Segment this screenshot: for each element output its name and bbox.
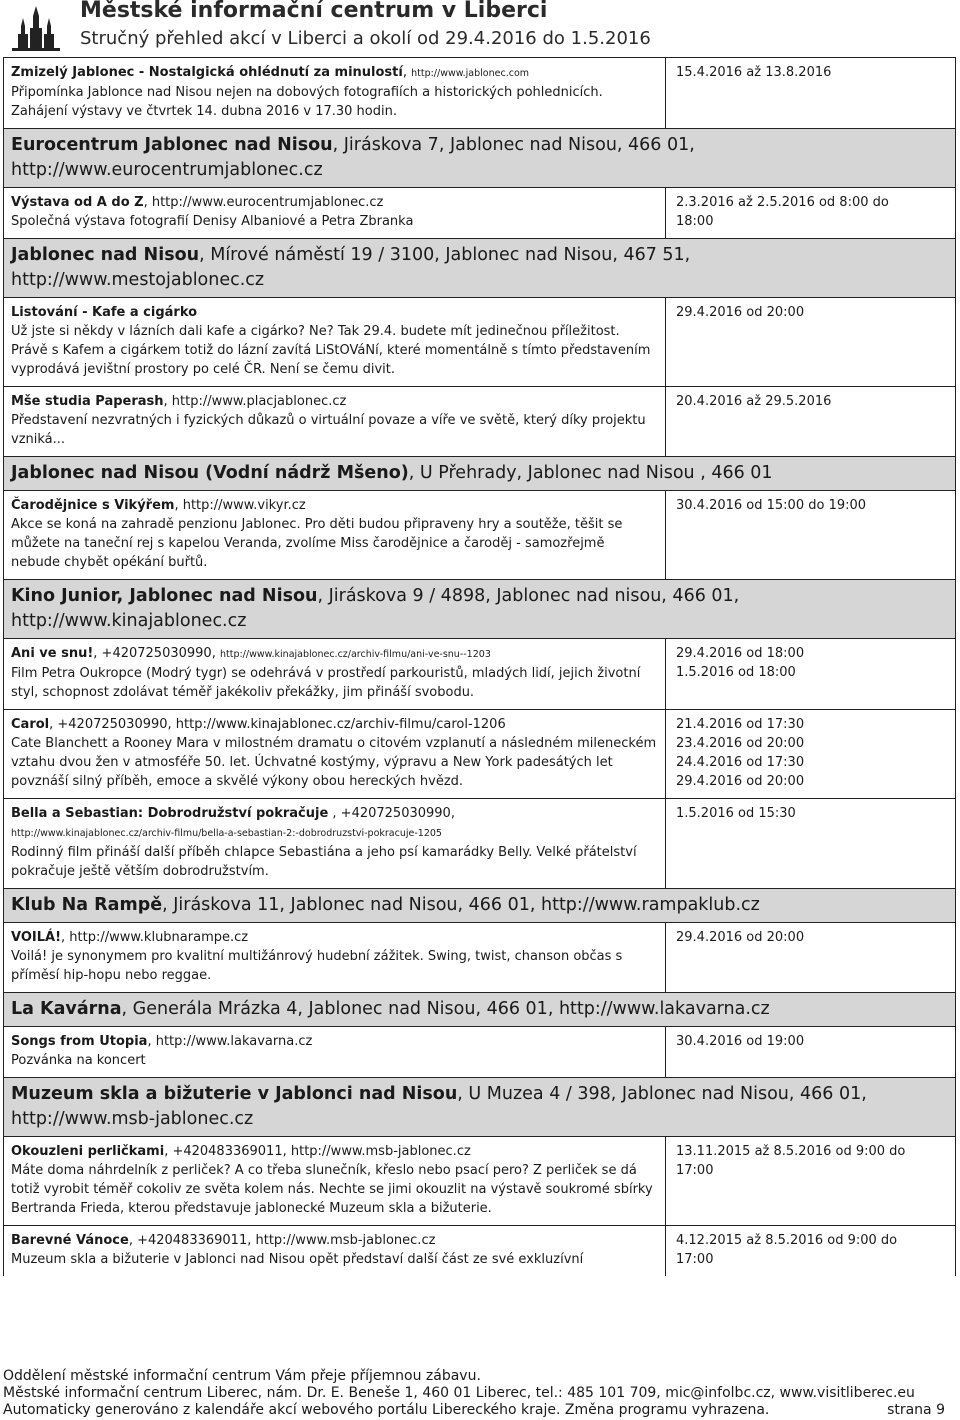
event-dates <box>666 1137 955 1225</box>
event-description: Muzeum skla a bižuterie v Jablonci nad Nisou opět představí další část ze své exkluzívní <box>11 1252 584 1267</box>
event-date: 13.11.2015 až 8.5.2016 od 9:00 do <box>676 1144 906 1159</box>
venue-name: Jablonec nad Nisou <box>11 245 200 265</box>
event-info <box>4 923 666 992</box>
event-dates <box>666 387 955 456</box>
event-description: Připomínka Jablonce nad Nisou nejen na dobových fotografiích a historických pohlednicích. Zahájení výstavy ve čtvrtek 14. dubna 2016 v 17.30 hodin. <box>11 85 603 119</box>
venue-header <box>3 238 956 297</box>
event-row <box>3 709 956 798</box>
event-date: 29.4.2016 od 20:00 <box>676 930 805 945</box>
event-date: 15.4.2016 až 13.8.2016 <box>676 65 832 80</box>
footer-note: Automaticky generováno z kalendáře akcí webového portálu Libereckého kraje. Změna programu vyhrazena. <box>3 1402 770 1418</box>
venue-address: , U Přehrady, Jablonec nad Nisou , 466 01 <box>408 463 773 483</box>
event-description: Rodinný film přináší další příběh chlapce Sebastiána a jeho psí kamarádky Belly. Velké přátelství pokračuje ještě větším dobrodružstvím. <box>11 845 637 879</box>
footer-contact: Městské informační centrum Liberec, nám. Dr. E. Beneše 1, 460 01 Liberec, tel.: 485 101 709, mic@infolbc.cz, www.visitliberec.eu <box>3 1385 915 1401</box>
event-title: Listování - Kafe a cigárko <box>11 305 198 320</box>
event-contact: , +420725030990, <box>328 806 455 821</box>
event-title: VOILÁ! <box>11 930 61 945</box>
event-row <box>3 490 956 579</box>
venue-name: La Kavárna <box>11 999 122 1019</box>
event-title: Barevné Vánoce <box>11 1233 129 1248</box>
event-row <box>3 297 956 386</box>
event-dates <box>666 1226 955 1276</box>
event-row <box>3 1026 956 1077</box>
event-date: 29.4.2016 od 20:00 <box>676 774 805 789</box>
event-title: Okouzleni perličkami <box>11 1144 165 1159</box>
event-contact: , http://www.vikyr.cz <box>174 498 306 513</box>
event-info <box>4 387 666 456</box>
event-row <box>3 57 956 128</box>
venue-header <box>3 456 956 490</box>
event-date: 17:00 <box>676 1252 714 1267</box>
event-title: Bella a Sebastian: Dobrodružství pokračuje <box>11 806 329 821</box>
event-description: Cate Blanchett a Rooney Mara v milostném dramatu o citovém vzplanutí a následném mileneckém vztahu dvou žen v atmosféře 50. let. Úchvatné kostýmy, výpravu a New York padesátých let povznáší silný příběh, emoce a skvělé výkony obou hereckých hvězd. <box>11 736 657 789</box>
event-dates <box>666 1027 955 1077</box>
event-info <box>4 639 666 709</box>
event-contact: , http://www.placjablonec.cz <box>163 394 347 409</box>
event-contact: , +420725030990, <box>93 646 220 661</box>
event-row <box>3 187 956 238</box>
event-description: Voilá! je synonymem pro kvalitní multižánrový hudební zážitek. Swing, twist, chanson občas s příměsí hip-hopu nebo reggae. <box>11 949 623 983</box>
venue-address: , Mírové náměstí 19 / 3100, Jablonec nad Nisou, 467 51, http://www.mestojablonec.cz <box>11 245 691 290</box>
event-dates <box>666 639 955 709</box>
venue-header <box>3 128 956 187</box>
liberec-town-hall-logo-icon <box>8 4 64 52</box>
event-info <box>4 799 666 888</box>
event-title: Výstava od A do Z <box>11 195 144 210</box>
venue-address: , U Muzea 4 / 398, Jablonec nad Nisou, 466 01, http://www.msb-jablonec.cz <box>11 1084 867 1129</box>
event-date: 17:00 <box>676 1163 714 1178</box>
event-dates <box>666 923 955 992</box>
event-row <box>3 1136 956 1225</box>
event-title: Ani ve snu! <box>11 646 94 661</box>
event-info <box>4 1027 666 1077</box>
event-dates <box>666 491 955 579</box>
event-date: 18:00 <box>676 214 714 229</box>
event-date: 23.4.2016 od 20:00 <box>676 736 805 751</box>
event-description: Už jste si někdy v lázních dali kafe a cigárko? Ne? Tak 29.4. budete mít jedinečnou příležitost. Právě s Kafem a cigárkem totiž do lázní zavítá LiStOVáNí, které momentálně s tímto představením vyprodává jevištní prostory po celé ČR. Není se čemu divit. <box>11 324 651 377</box>
event-dates <box>666 188 955 238</box>
event-date: 4.12.2015 až 8.5.2016 od 9:00 do <box>676 1233 898 1248</box>
event-contact: , +420725030990, http://www.kinajablonec.cz/archiv-filmu/carol-1206 <box>49 717 506 732</box>
venue-address: , Jiráskova 7, Jablonec nad Nisou, 466 01, http://www.eurocentrumjablonec.cz <box>11 135 695 180</box>
event-info <box>4 491 666 579</box>
event-row <box>3 922 956 992</box>
page-subtitle: Stručný přehled akcí v Liberci a okolí od 29.4.2016 do 1.5.2016 <box>80 28 651 49</box>
venue-header <box>3 1077 956 1136</box>
venue-address: , Jiráskova 9 / 4898, Jablonec nad nisou, 466 01, http://www.kinajablonec.cz <box>11 586 740 631</box>
event-title: Songs from Utopia <box>11 1034 148 1049</box>
events-table <box>3 57 956 1276</box>
event-date: 1.5.2016 od 18:00 <box>676 665 796 680</box>
event-row <box>3 798 956 888</box>
event-dates <box>666 58 955 128</box>
event-url[interactable]: http://www.kinajablonec.cz/archiv-filmu/ani-ve-snu--1203 <box>219 649 491 660</box>
event-date: 29.4.2016 od 20:00 <box>676 305 805 320</box>
page-title: Městské informační centrum v Liberci <box>80 0 548 23</box>
venue-header <box>3 579 956 638</box>
venue-address: , Generála Mrázka 4, Jablonec nad Nisou, 466 01, http://www.lakavarna.cz <box>121 999 770 1019</box>
event-description: Pozvánka na koncert <box>11 1053 146 1068</box>
event-contact: , +420483369011, http://www.msb-jablonec.cz <box>164 1144 471 1159</box>
event-contact: , http://www.eurocentrumjablonec.cz <box>143 195 384 210</box>
event-title: Mše studia Paperash <box>11 394 164 409</box>
event-title: Čarodějnice s Vikýřem <box>11 498 175 513</box>
page-header <box>0 0 960 58</box>
event-date: 2.3.2016 až 2.5.2016 od 8:00 do <box>676 195 889 210</box>
venue-name: Klub Na Rampě <box>11 895 163 915</box>
event-contact: , +420483369011, http://www.msb-jablonec.cz <box>128 1233 436 1248</box>
page-number: strana 9 <box>887 1402 945 1418</box>
event-dates <box>666 799 955 888</box>
event-url[interactable]: http://www.jablonec.com <box>411 68 530 79</box>
event-title: Carol <box>11 717 50 732</box>
event-date: 21.4.2016 od 17:30 <box>676 717 805 732</box>
venue-name: Eurocentrum Jablonec nad Nisou <box>11 135 333 155</box>
venue-address: , Jiráskova 11, Jablonec nad Nisou, 466 01, http://www.rampaklub.cz <box>162 895 760 915</box>
event-info <box>4 1137 666 1225</box>
event-date: 1.5.2016 od 15:30 <box>676 806 796 821</box>
event-date: 20.4.2016 až 29.5.2016 <box>676 394 832 409</box>
event-url[interactable]: http://www.kinajablonec.cz/archiv-filmu/bella-a-sebastian-2:-dobrodruzstvi-pokracuje-1205 <box>11 828 442 839</box>
event-dates <box>666 710 955 798</box>
event-description: Film Petra Oukropce (Modrý tygr) se odehrává v prostředí parkouristů, mladých lidí, jejich životní styl, schopnost zdolávat téměř jakékoliv překážky, jim přináší svobodu. <box>11 666 641 700</box>
event-contact: , http://www.klubnarampe.cz <box>61 930 249 945</box>
page-footer <box>3 1368 953 1419</box>
event-info <box>4 1226 666 1276</box>
venue-header <box>3 992 956 1026</box>
event-row <box>3 638 956 709</box>
event-title: Zmizelý Jablonec - Nostalgická ohlédnutí za minulostí <box>11 65 403 80</box>
event-date: 24.4.2016 od 17:30 <box>676 755 805 770</box>
venue-name: Jablonec nad Nisou (Vodní nádrž Mšeno) <box>11 463 409 483</box>
event-date: 30.4.2016 od 19:00 <box>676 1034 805 1049</box>
event-info <box>4 298 666 386</box>
event-description: Máte doma náhrdelník z perliček? A co třeba slunečník, křeslo nebo psací pero? Z perliček se dá totiž vyrobit téměř cokoliv ze světa kolem nás. Nechte se jimi okouzlit na výstavě soukromé sbírky Bertranda Frieda, kterou představuje jablonecké Muzeum skla a bižuterie. <box>11 1163 653 1216</box>
event-row <box>3 1225 956 1276</box>
venue-name: Kino Junior, Jablonec nad Nisou <box>11 586 318 606</box>
event-dates <box>666 298 955 386</box>
venue-name: Muzeum skla a bižuterie v Jablonci nad Nisou <box>11 1084 458 1104</box>
footer-greeting: Oddělení městské informační centrum Vám přeje příjemnou zábavu. <box>3 1368 481 1384</box>
event-info <box>4 188 666 238</box>
event-description: Akce se koná na zahradě penzionu Jablonec. Pro děti budou připraveny hry a soutěže, těšit se můžete na taneční rej s kapelou Veranda, zvolíme Miss čarodějnice a čaroděj - samozřejmě nebude chybět opékání buřtů. <box>11 517 623 570</box>
event-info <box>4 710 666 798</box>
event-contact: , http://www.lakavarna.cz <box>147 1034 313 1049</box>
event-date: 30.4.2016 od 15:00 do 19:00 <box>676 498 867 513</box>
venue-header <box>3 888 956 922</box>
event-description: Představení nezvratných i fyzických důkazů o virtuální povaze a víře ve světě, který díky projektu vzniká... <box>11 413 646 447</box>
event-row <box>3 386 956 456</box>
event-description: Společná výstava fotografií Denisy Albaniové a Petra Zbranka <box>11 214 414 229</box>
event-info: Zmizelý Jablonec - Nostalgická ohlédnutí za minulostí, http://www.jablonec.com Připomínka Jablonce nad Nisou nejen na dobových fotografiích a historických pohlednicích. Zahájení výstavy ve čtvrtek 14. dubna 2016 v 17.30 hodin. <box>4 58 666 128</box>
event-date: 29.4.2016 od 18:00 <box>676 646 805 661</box>
